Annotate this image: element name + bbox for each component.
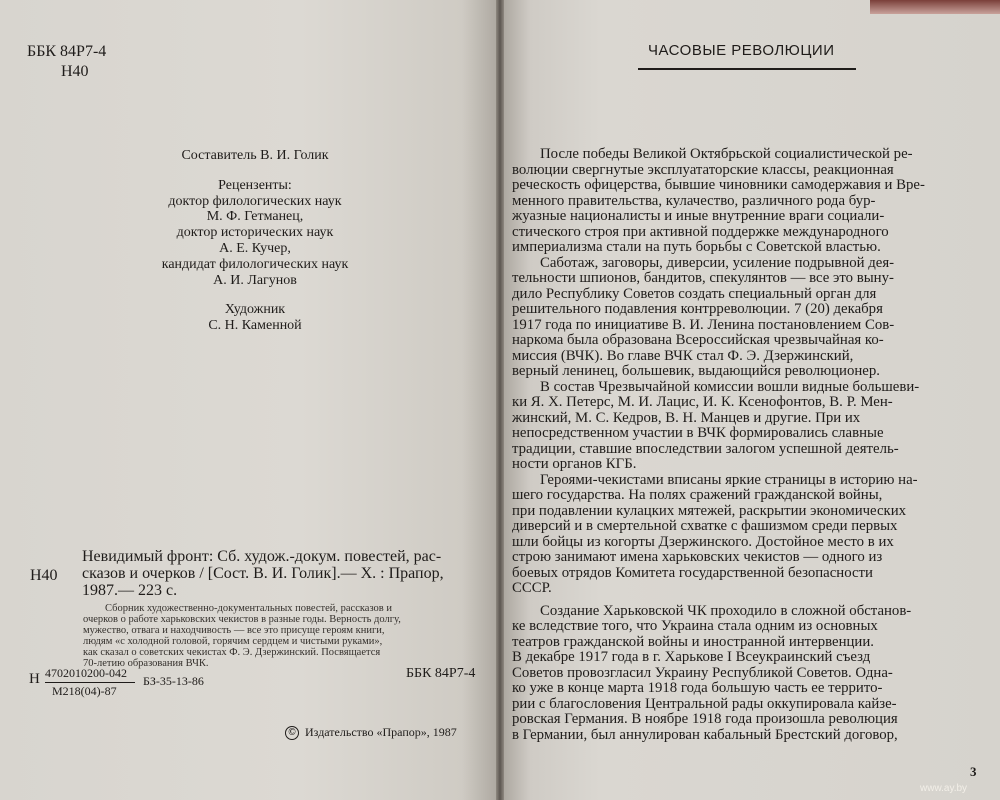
fabric-edge [870,0,1000,14]
text-line: дило Республику Советов создать специальный орган для [512,285,877,302]
body-text [512,147,972,743]
artist-name: С. Н. Каменной [208,318,302,334]
reviewers-label: Рецензенты: [218,177,292,193]
publisher: Издательство «Прапор», 1987 [305,725,457,739]
biblio-line: 1987.— 223 с. [82,582,178,599]
page-number: 3 [970,764,977,779]
text-line: Создание Харьковской ЧК проходило в сложной обстанов- [540,602,912,619]
text-line: ровская Германия. В ноябре 1918 года произошла революция [512,711,898,727]
text-line: В состав Чрезвычайной комиссии вошли видные большеви- [540,378,920,395]
publisher-line [285,725,457,740]
text-line: жинский, М. С. Кедров, В. Н. Манцев и другие. При их [512,409,861,426]
text-line: Советов провозгласил Украину Республикой Советов. Одна- [512,664,893,681]
text-line: шли бойцы из когорты Дзержинского. Достойное место в их [512,533,894,550]
reviewer-line: доктор филологических наук [168,193,342,209]
text-line: 1917 года по инициативе В. И. Ленина постановлением Сов- [512,316,895,333]
text-line: шего государства. На полях сражений гражданской войны, [512,487,883,503]
text-line: империализма стали на путь борьбы с Советской властью. [512,239,881,255]
text-line: в Германии, был аннулирован кабальный Брестский договор, [512,726,898,743]
text-line: решительного подавления контрреволюции. 7 (20) декабря [512,301,883,317]
annotation-line: людям «с холодной головой, горячим сердцем и чистыми руками», [83,635,383,647]
bbk-code-block [27,42,106,82]
biblio-index: Н40 [30,567,58,584]
compiler: Составитель В. И. Голик [181,148,329,163]
text-line: традиции, ставшие впоследствии залогом успешной деятель- [512,440,899,457]
text-line: диверсий и в смертельной схватке с фашизмом среди первых [512,518,898,534]
text-line: менного правительства, кулачество, различного рода бур- [512,192,876,209]
text-line: строю занимают имена харьковских чекистов — одного из [512,549,883,565]
text-line: непосредственном участии в ВЧК формировались славные [512,425,884,441]
credits [120,148,390,334]
reviewer-line: М. Ф. Гетманец, [206,209,304,225]
text-line: СССР. [512,580,552,596]
bbk-code: ББК 84Р7-4 [27,43,107,60]
text-line: стического строя при активной поддержке международного [512,223,889,240]
annotation-line: Сборник художественно-документальных повестей, рассказов и [105,603,393,614]
isbn-denominator: М218(04)-87 [52,684,117,698]
watermark: www.ay.by [920,783,968,794]
text-line: волюции свергнутые эксплуататорские классы, реакционная [512,161,894,178]
text-line: наркома была образована Всероссийская чрезвычайная ко- [512,332,884,348]
copyright-icon: © [285,726,299,740]
text-line: ки Я. Х. Петерс, М. И. Лацис, И. К. Ксенофонтов, В. Р. Мен- [512,394,893,410]
text-line: Саботаж, заговоры, диверсии, усиление подрывной дея- [540,254,895,271]
reviewer-line: кандидат филологических наук [161,256,349,272]
biblio-line: сказов и очерков / [Сост. В. И. Голик].— Х. : Прапор, [82,565,444,582]
text-line: миссия (ВЧК). Во главе ВЧК стал Ф. Э. Дзержинский, [512,347,854,364]
fraction-line [45,682,135,683]
text-line: тельности шпионов, бандитов, спекулянтов — все это выну- [512,270,894,286]
text-line: при подавлении кулацких мятежей, раскрытии экономических [512,502,907,519]
annotation [83,604,483,669]
text-line: ко уже в конце марта 1918 года большую часть ее террито- [512,680,883,696]
text-line: жуазные националисты и иные внутренние враги социали- [512,208,885,224]
title-underline [638,68,856,70]
artist-label: Художник [224,302,286,318]
bibliographic-record [82,548,482,599]
index-code: Н40 [61,63,89,80]
text-line: ке вследствие того, что Украина стала одним из основных [512,618,878,634]
bbk-code-bottom: ББК 84Р7-4 [406,666,476,681]
isbn-prefix: Н [29,671,40,687]
annotation-line: 70-летию образования ВЧК. [83,657,209,669]
book-spine [496,0,504,800]
text-line: реческость офицерства, бывшие чиновники самодержавия и Вре- [512,177,925,193]
isbn-numerator: 4702010200-042 [45,666,127,680]
text-line: Героями-чекистами вписаны яркие страницы в историю на- [540,471,918,488]
text-line: театров гражданской войны и иностранной интервенции. [512,633,874,650]
reviewer-line: А. И. Лагунов [213,272,297,288]
annotation-line: мужество, отвага и находчивость — все это присуще героям книги, [83,624,385,636]
annotation-line: очерков о работе харьковских чекистов в разные годы. Верность долгу, [83,613,401,625]
annotation-line: как сказал о советских чекистах Ф. Э. Дзержинский. Посвящается [83,646,381,658]
text-line: ности органов КГБ. [512,456,637,472]
biblio-line: Невидимый фронт: Сб. худож.-докум. повестей, рас- [82,548,442,565]
text-line: В декабре 1917 года в г. Харькове I Всеукраинский съезд [512,649,871,665]
text-line: После победы Великой Октябрьской социалистической ре- [540,146,913,162]
text-line: верный ленинец, большевик, выдающийся революционер. [512,363,880,379]
text-line: боевых отрядов Комитета государственной безопасности [512,564,873,581]
bz-code: БЗ-35-13-86 [143,674,204,688]
text-line: рии с благословения Центральной рады оккупировала кайзе- [512,695,897,712]
reviewer-line: доктор исторических наук [176,225,334,241]
reviewer-line: А. Е. Кучер, [219,240,291,256]
section-title: ЧАСОВЫЕ РЕВОЛЮЦИИ [648,42,835,59]
